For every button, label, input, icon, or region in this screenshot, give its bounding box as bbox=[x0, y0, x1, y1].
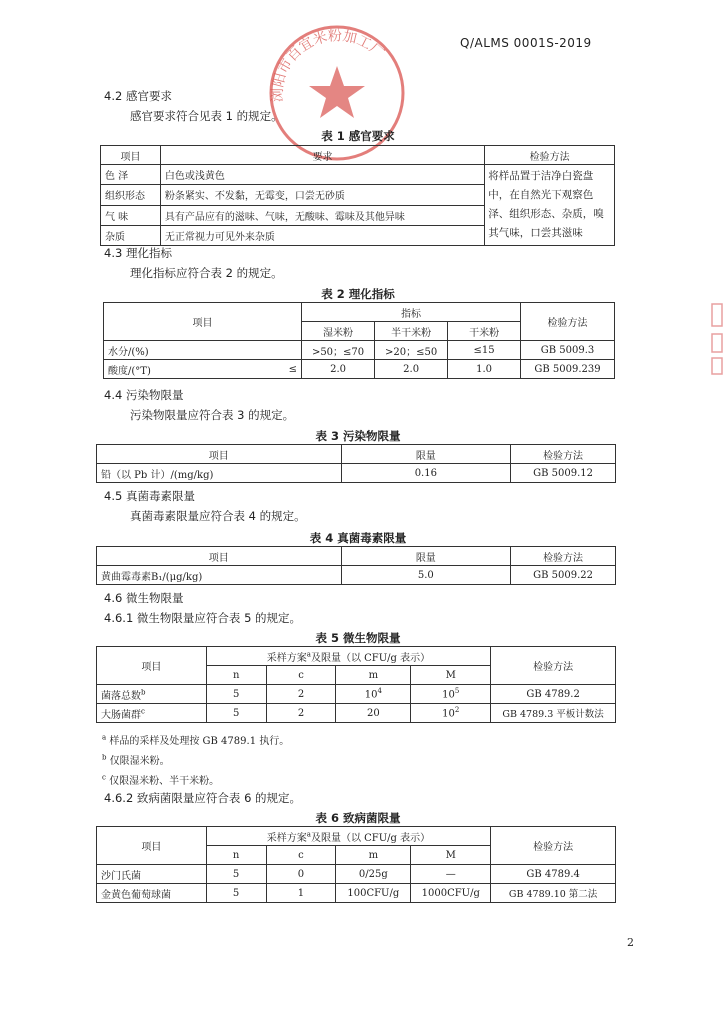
table-cell: GB 5009.3 bbox=[520, 341, 614, 360]
table-header: 湿米粉 bbox=[302, 322, 375, 341]
table-cell: 100CFU/g bbox=[336, 884, 411, 903]
table-cell: 无正常视力可见外来杂质 bbox=[160, 225, 484, 245]
table-cell: 0.16 bbox=[341, 464, 511, 483]
table-header: 干米粉 bbox=[448, 322, 521, 341]
table-header: 项目 bbox=[97, 445, 342, 464]
table-cell: 白色或浅黄色 bbox=[160, 165, 484, 185]
table-header: 项目 bbox=[97, 647, 207, 685]
table-cell: ≤15 bbox=[448, 341, 521, 360]
table-header: 采样方案$^a$及限量（以 CFU/g 表示） bbox=[206, 647, 490, 666]
table5-footnote: $^b$ 仅限湿米粉。 bbox=[102, 753, 170, 767]
page-number: 2 bbox=[627, 936, 634, 949]
table5-caption: 表 5 微生物限量 bbox=[315, 631, 401, 645]
table3-contaminants bbox=[96, 444, 616, 483]
table-header: m bbox=[336, 846, 411, 865]
section-4-4-heading: 4.4 污染物限量 bbox=[104, 388, 184, 402]
table-cell: 金黄色葡萄球菌 bbox=[97, 884, 207, 903]
table-header: 项目 bbox=[101, 146, 161, 165]
table-header: 检验方法 bbox=[520, 303, 614, 341]
table-header: 项目 bbox=[104, 303, 302, 341]
table-header: M bbox=[411, 846, 491, 865]
section-4-4-text: 污染物限量应符合表 3 的规定。 bbox=[130, 408, 295, 422]
table-header: m bbox=[336, 666, 411, 685]
table-cell: GB 4789.4 bbox=[491, 865, 616, 884]
table-cell: 色 泽 bbox=[101, 165, 161, 185]
table-header: 项目 bbox=[97, 827, 207, 865]
table-cell: 水分/(%) bbox=[104, 341, 285, 360]
table-header: n bbox=[206, 846, 266, 865]
table-cell: 黄曲霉毒素B₁/(μg/kg) bbox=[97, 566, 342, 585]
table-header: c bbox=[266, 666, 336, 685]
table-cell: 1 bbox=[266, 884, 336, 903]
edge-binding-mark bbox=[706, 300, 724, 380]
table-cell: 0/25g bbox=[336, 865, 411, 884]
table-cell: 粉条紧实、不发黏，无霉变，口尝无砂质 bbox=[160, 185, 484, 205]
table-cell: $10^5$ bbox=[411, 685, 491, 704]
table-cell: GB 4789.3 平板计数法 bbox=[491, 704, 616, 723]
table-cell: GB 5009.239 bbox=[520, 360, 614, 379]
table-header: M bbox=[411, 666, 491, 685]
section-4-5-text: 真菌毒素限量应符合表 4 的规定。 bbox=[130, 509, 306, 523]
table-cell: 具有产品应有的滋味、气味，无酸味、霉味及其他异味 bbox=[160, 205, 484, 225]
section-4-3-heading: 4.3 理化指标 bbox=[104, 246, 172, 260]
table-cell: 杂质 bbox=[101, 225, 161, 245]
table1-method: 将样品置于洁净白瓷盘中，在自然光下观察色泽、组织形态、杂质，嗅其气味，口尝其滋味 bbox=[485, 165, 615, 246]
table-cell: GB 5009.12 bbox=[511, 464, 616, 483]
table-cell: 20 bbox=[336, 704, 411, 723]
standard-code: Q/ALMS 0001S-2019 bbox=[460, 36, 592, 50]
table-header: 检验方法 bbox=[485, 146, 615, 165]
svg-text:浏阳市百宜米粉加工厂: 浏阳市百宜米粉加工厂 bbox=[269, 28, 387, 103]
table1-caption: 表 1 感官要求 bbox=[321, 129, 395, 143]
table-cell: 1.0 bbox=[448, 360, 521, 379]
section-4-2-heading: 4.2 感官要求 bbox=[104, 89, 172, 103]
table-header: 限量 bbox=[341, 547, 511, 566]
table-cell: 酸度/(°T) bbox=[104, 360, 285, 379]
table-header: 检验方法 bbox=[491, 647, 616, 685]
table-cell: 沙门氏菌 bbox=[97, 865, 207, 884]
table-cell: GB 4789.10 第二法 bbox=[491, 884, 616, 903]
table-header: c bbox=[266, 846, 336, 865]
table2-physicochemical bbox=[103, 302, 615, 379]
table-cell: — bbox=[411, 865, 491, 884]
section-4-2-text: 感官要求符合见表 1 的规定。 bbox=[130, 109, 283, 123]
table-header: 指标 bbox=[302, 303, 521, 322]
table-cell: GB 4789.2 bbox=[491, 685, 616, 704]
table-cell: 组织形态 bbox=[101, 185, 161, 205]
section-4-6-heading: 4.6 微生物限量 bbox=[104, 591, 184, 605]
table-cell: 5 bbox=[206, 865, 266, 884]
table-cell: 5 bbox=[206, 884, 266, 903]
table-cell: 5 bbox=[206, 704, 266, 723]
table-cell bbox=[285, 341, 302, 360]
table-cell: $10^4$ bbox=[336, 685, 411, 704]
table-header: 限量 bbox=[341, 445, 511, 464]
table-cell: 0 bbox=[266, 865, 336, 884]
table-cell: GB 5009.22 bbox=[511, 566, 616, 585]
table1-sensory bbox=[100, 145, 615, 246]
table-cell: 2 bbox=[266, 704, 336, 723]
table-cell: >20；≤50 bbox=[375, 341, 448, 360]
table-header: 项目 bbox=[97, 547, 342, 566]
table-cell: 1000CFU/g bbox=[411, 884, 491, 903]
table-cell: 2.0 bbox=[302, 360, 375, 379]
table3-caption: 表 3 污染物限量 bbox=[315, 429, 401, 443]
table5-footnote: $^a$ 样品的采样及处理按 GB 4789.1 执行。 bbox=[102, 733, 290, 747]
table-header: n bbox=[206, 666, 266, 685]
table5-microbial bbox=[96, 646, 616, 723]
table-cell: 气 味 bbox=[101, 205, 161, 225]
table4-caption: 表 4 真菌毒素限量 bbox=[309, 531, 407, 545]
table-cell: $10^2$ bbox=[411, 704, 491, 723]
table-cell: 2 bbox=[266, 685, 336, 704]
table5-footnote: $^c$ 仅限湿米粉、半干米粉。 bbox=[102, 773, 220, 787]
section-4-5-heading: 4.5 真菌毒素限量 bbox=[104, 489, 195, 503]
section-4-6-1-text: 4.6.1 微生物限量应符合表 5 的规定。 bbox=[104, 611, 302, 625]
table-header: 检验方法 bbox=[491, 827, 616, 865]
table4-mycotoxins bbox=[96, 546, 616, 585]
table-header: 要求 bbox=[160, 146, 484, 165]
table-header: 采样方案$^a$及限量（以 CFU/g 表示） bbox=[206, 827, 491, 846]
table2-caption: 表 2 理化指标 bbox=[321, 287, 395, 301]
table-cell: >50；≤70 bbox=[302, 341, 375, 360]
section-4-3-text: 理化指标应符合表 2 的规定。 bbox=[130, 266, 283, 280]
table-header: 半干米粉 bbox=[375, 322, 448, 341]
table-cell: 5 bbox=[206, 685, 266, 704]
table-cell: 5.0 bbox=[341, 566, 511, 585]
table-cell: 大肠菌群$^c$ bbox=[97, 704, 207, 723]
table-header: 检验方法 bbox=[511, 445, 616, 464]
section-4-6-2-text: 4.6.2 致病菌限量应符合表 6 的规定。 bbox=[104, 791, 302, 805]
table-cell: 菌落总数$^b$ bbox=[97, 685, 207, 704]
table-cell: ≤ bbox=[285, 360, 302, 379]
table6-caption: 表 6 致病菌限量 bbox=[315, 811, 401, 825]
table6-pathogens bbox=[96, 826, 616, 903]
table-cell: 铅（以 Pb 计）/(mg/kg) bbox=[97, 464, 342, 483]
table-header: 检验方法 bbox=[511, 547, 616, 566]
table-cell: 2.0 bbox=[375, 360, 448, 379]
